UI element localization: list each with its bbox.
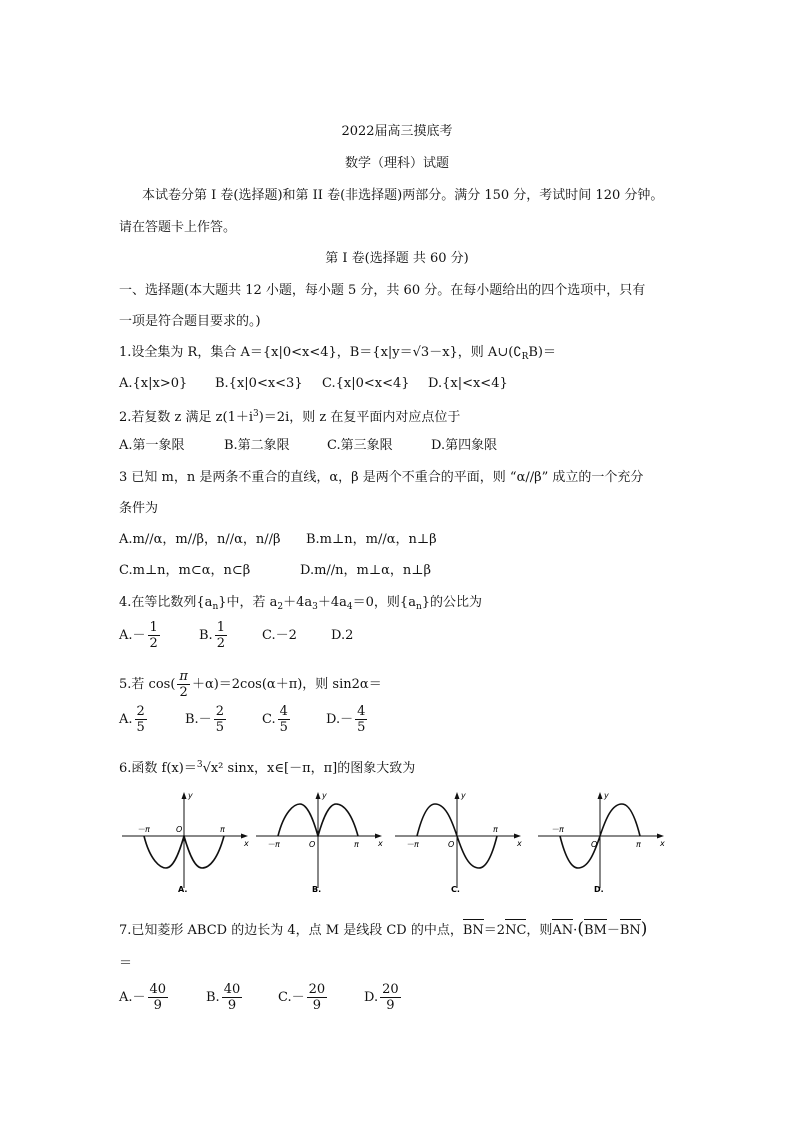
origin-label: O [309, 840, 316, 849]
neg-pi-label: －π [551, 825, 564, 834]
neg-pi-label: －π [267, 840, 280, 849]
pi-label: π [493, 825, 498, 834]
neg-pi-label: －π [406, 840, 419, 849]
fraction: $\frac{\pi}{2}$ [179, 669, 188, 700]
graph-b-label: B. [312, 885, 322, 894]
fraction: $\frac{40}{9}$ [149, 982, 167, 1013]
graph-c-label: C. [451, 885, 460, 894]
question-2-option-d: D.第四象限 [431, 438, 498, 453]
vector-bn: BN [462, 923, 484, 938]
question-6-graph-a [120, 788, 250, 896]
x-axis-label: x [517, 839, 522, 848]
fraction: $\frac{1}{2}$ [149, 620, 158, 651]
x-axis-label: x [660, 839, 665, 848]
part1-title: 第 I 卷(选择题 共 60 分) [325, 251, 469, 266]
fraction: $\frac{40}{9}$ [223, 982, 241, 1013]
fraction: $\frac{2}{5}$ [136, 704, 145, 735]
fraction: $\frac{2}{5}$ [215, 704, 224, 735]
pi-label: π [636, 840, 641, 849]
question-6-graph-c [393, 788, 523, 896]
question-5-stem: 5.若 cos( $\frac{\pi}{2}$ ＋α)＝2cos(α＋π)，则 sin2α＝ [119, 669, 382, 700]
question-4-stem: 4.在等比数列$\{a_n\}$中，若 $a_2+4a_3+4a_4=0$，则$\{a_n\}$的公比为 [119, 595, 483, 612]
y-axis-label: y [322, 791, 327, 800]
pi-label: π [220, 825, 225, 834]
question-3-stem-1: 3 已知 m，n 是两条不重合的直线，α，β 是两个不重合的平面，则 “α//β” 成立的一个充分 [119, 470, 644, 485]
y-axis-label: y [604, 791, 609, 800]
question-5-option-d: D.－ $\frac{4}{5}$ [326, 704, 366, 735]
part1-instructions-1: 一、选择题(本大题共 12 小题，每小题 5 分，共 60 分。在每小题给出的四个选项中，只有 [119, 283, 646, 298]
question-7-option-d: D. $\frac{20}{9}$ [364, 982, 399, 1013]
origin-label: O [591, 840, 598, 849]
vector-an: AN [552, 923, 574, 938]
vector-bn-2: BN [619, 923, 641, 938]
fraction: $\frac{1}{2}$ [216, 620, 225, 651]
question-2-stem: 2.若复数 z 满足 $z(1+i^3)=2i$，则 z 在复平面内对应点位于 [119, 409, 461, 425]
question-7-equals: ＝ [119, 956, 133, 971]
pi-label: π [354, 840, 359, 849]
question-3-option-a: A.m//α，m//β，n//α，n//β [119, 532, 281, 547]
question-6-stem: 6.函数 f(x)＝$^3$√x² sinx，x∈[－π，π]的图象大致为 [119, 760, 416, 776]
question-3-option-b: B.m⊥n，m//α，n⊥β [306, 532, 437, 547]
question-3-stem-2: 条件为 [119, 501, 159, 516]
question-5-option-a: A. $\frac{2}{5}$ [119, 704, 145, 735]
vector-nc: NC [505, 923, 527, 938]
question-4-option-c: C.－2 [262, 628, 297, 643]
fraction: $\frac{20}{9}$ [308, 982, 326, 1013]
neg-pi-label: －π [137, 825, 150, 834]
vector-bm: BM [583, 923, 607, 938]
question-7-option-c: C.－ $\frac{20}{9}$ [278, 982, 326, 1013]
question-3-option-d: D.m//n，m⊥α，n⊥β [300, 563, 431, 578]
origin-label: O [176, 825, 183, 834]
part1-instructions-2: 一项是符合题目要求的。) [119, 314, 261, 329]
question-1-option-d: D.{x|<x<4} [428, 376, 508, 391]
question-2-option-c: C.第三象限 [327, 438, 393, 453]
question-7-option-a: A.－ $\frac{40}{9}$ [119, 982, 167, 1013]
fraction: $\frac{20}{9}$ [382, 982, 399, 1013]
question-5-option-b: B.－ $\frac{2}{5}$ [185, 704, 224, 735]
question-2-option-a: A.第一象限 [119, 438, 185, 453]
question-6-graph-b [254, 788, 384, 896]
question-1-option-b: B.{x|0<x<3} [215, 376, 303, 391]
x-axis-label: x [244, 839, 249, 848]
intro-line-2: 请在答题卡上作答。 [119, 220, 237, 235]
fraction: $\frac{4}{5}$ [279, 704, 288, 735]
graph-d-label: D. [594, 885, 604, 894]
exam-title: 2022届高三摸底考 [341, 124, 453, 139]
question-4-option-b: B. $\frac{1}{2}$ [199, 620, 225, 651]
question-4-option-d: D.2 [331, 628, 354, 643]
origin-label: O [448, 840, 455, 849]
graph-a-label: A. [178, 885, 188, 894]
intro-line-1: 本试卷分第 I 卷(选择题)和第 II 卷(非选择题)两部分。满分 150 分，考试时间 120 分钟。 [142, 188, 664, 203]
question-1-option-c: C.{x|0<x<4} [322, 376, 410, 391]
question-4-option-a: A.－ $\frac{1}{2}$ [119, 620, 158, 651]
question-2-option-b: B.第二象限 [224, 438, 290, 453]
y-axis-label: y [188, 791, 193, 800]
question-7-stem: 7.已知菱形 ABCD 的边长为 4，点 M 是线段 CD 的中点，BN＝2NC，则AN·(BM－BN) [119, 919, 648, 939]
question-1-option-a: A.{x|x>0} [119, 376, 188, 391]
fraction: $\frac{4}{5}$ [357, 704, 366, 735]
question-6-graph-d [536, 788, 666, 896]
y-axis-label: y [461, 791, 466, 800]
x-axis-label: x [378, 839, 383, 848]
question-5-option-c: C. $\frac{4}{5}$ [262, 704, 288, 735]
question-3-option-c: C.m⊥n，m⊂α，n⊂β [119, 563, 251, 578]
question-1-stem: 1.设全集为 R，集合 A＝{x|0<x<4}，B＝{x|y＝√3－x}，则 $A\cup(∁_RB)=$ [119, 345, 556, 362]
question-7-option-b: B. $\frac{40}{9}$ [206, 982, 241, 1013]
exam-subtitle: 数学（理科）试题 [344, 156, 449, 171]
